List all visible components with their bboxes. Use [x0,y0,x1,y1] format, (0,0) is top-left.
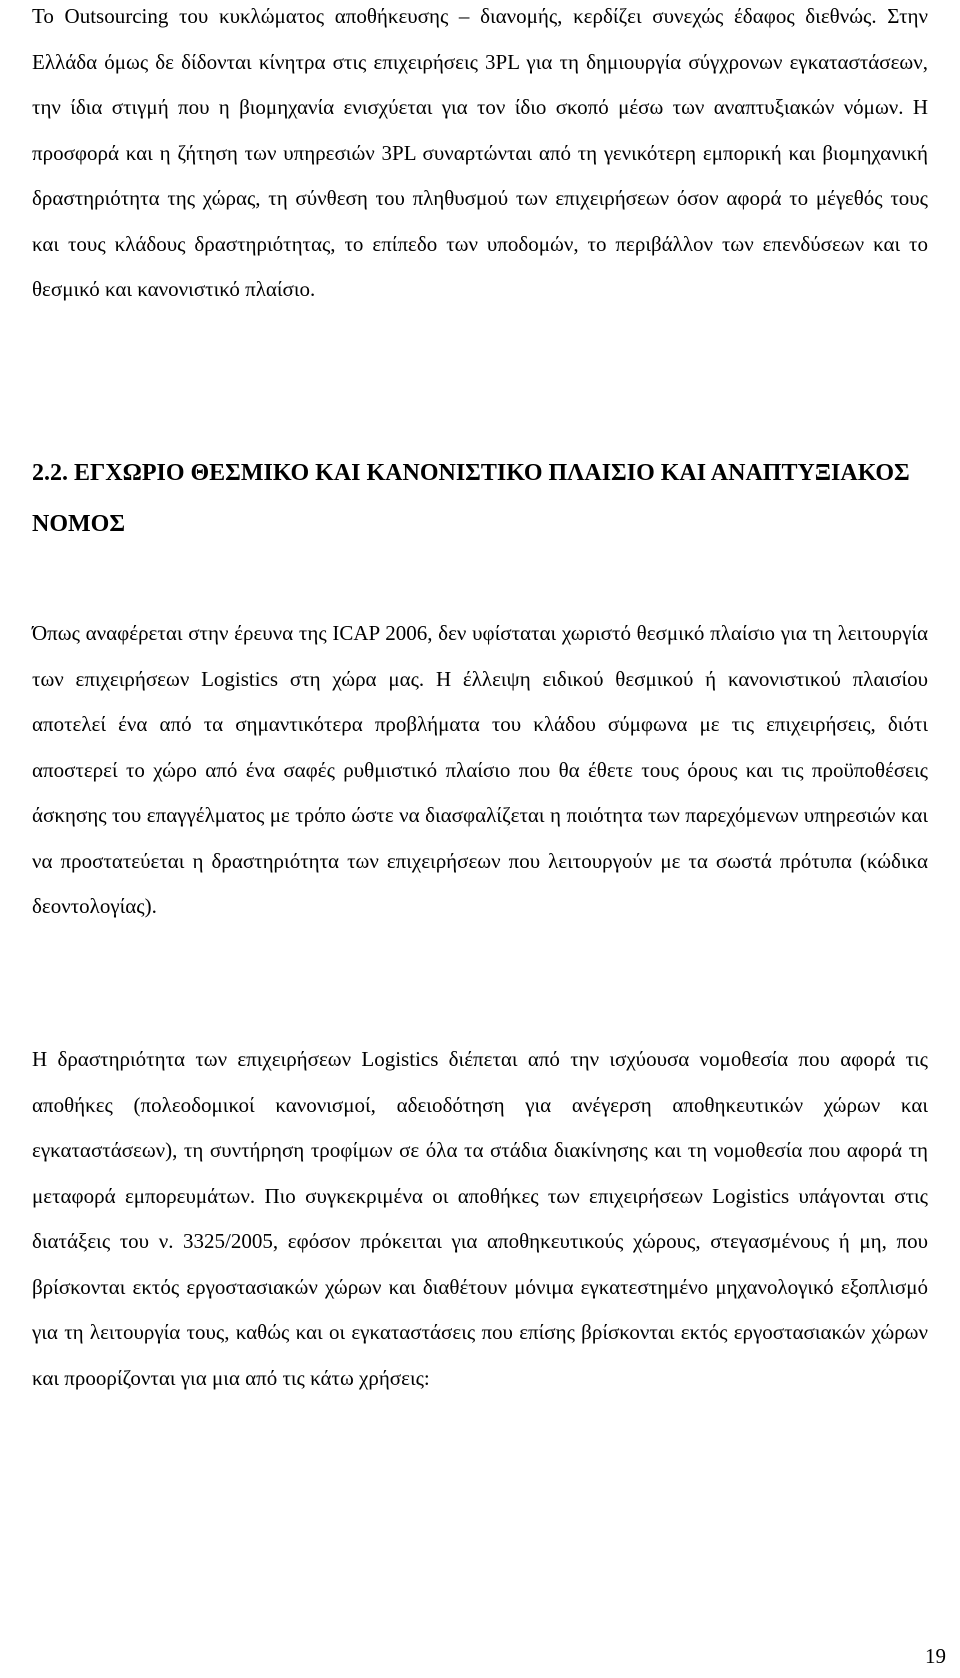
page-number: 19 [925,1644,946,1668]
paragraph-outsourcing: Το Outsourcing του κυκλώματος αποθήκευσης – διανομής, κερδίζει συνεχώς έδαφος διεθνώς. Στην Ελλάδα όμως δε δίδονται κίνητρα στις επιχειρήσεις 3PL για τη δημιουργία σύγχρονων εγκαταστάσεων, την ίδια στιγμή που η βιομηχανία ενισχύεται για τον ίδιο σκοπό μέσω των αναπτυξιακών νόμων. Η προσφορά και η ζήτηση των υπηρεσιών 3PL συναρτώνται από τη γενικότερη εμπορική και βιομηχανική δραστηριότητα της χώρας, τη σύνθεση του πληθυσμού των επιχειρήσεων όσον αφορά το μέγεθός τους και τους κλάδους δραστηριότητας, το επίπεδο των υποδομών, το περιβάλλον των επενδύσεων και το θεσμικό και κανονιστικό πλαίσιο. [32,4,928,301]
paragraph-legislation: Η δραστηριότητα των επιχειρήσεων Logistics διέπεται από την ισχύουσα νομοθεσία που αφορά τις αποθήκες (πολεοδομικοί κανονισμοί, αδειοδότηση για ανέγερση αποθηκευτικών χώρων και εγκαταστάσεων), τη συντήρηση τροφίμων σε όλα τα στάδια διακίνησης και τη νομοθεσία που αφορά τη μεταφορά εμπορευμάτων. Πιο συγκεκριμένα οι αποθήκες των επιχειρήσεων Logistics υπάγονται στις διατάξεις του ν. 3325/2005, εφόσον πρόκειται για αποθηκευτικούς χώρους, στεγασμένους ή μη, που βρίσκονται εκτός εργοστασιακών χώρων και διαθέτουν μόνιμα εγκατεστημένο μηχανολογικό εξοπλισμό για τη λειτουργία τους, καθώς και οι εγκαταστάσεις που επίσης βρίσκονται εκτός εργοστασιακών χώρων και προορίζονται για μια από τις κάτω χρήσεις: [32,1047,928,1390]
paragraph-icap: Όπως αναφέρεται στην έρευνα της ICAP 2006, δεν υφίσταται χωριστό θεσμικό πλαίσιο για τη λειτουργία των επιχειρήσεων Logistics στη χώρα μας. Η έλλειψη ειδικού θεσμικού ή κανονιστικού πλαισίου αποτελεί ένα από τα σημαντικότερα προβλήματα του κλάδου σύμφωνα με τις επιχειρήσεις, διότι αποστερεί το χώρο από ένα σαφές ρυθμιστικό πλαίσιο που θα έθετε τους όρους και τις προϋποθέσεις άσκησης του επαγγέλματος με τρόπο ώστε να διασφαλίζεται η ποιότητα των παρεχόμενων υπηρεσιών και να προστατεύεται η δραστηριότητα των επιχειρήσεων που λειτουργούν με τα σωστά πρότυπα (κώδικα δεοντολογίας). [32,621,928,918]
section-heading: 2.2. ΕΓΧΩΡΙΟ ΘΕΣΜΙΚΟ ΚΑΙ ΚΑΝΟΝΙΣΤΙΚΟ ΠΛΑΙΣΙΟ ΚΑΙ ΑΝΑΠΤΥΞΙΑΚΟΣ ΝΟΜΟΣ [32,460,910,537]
